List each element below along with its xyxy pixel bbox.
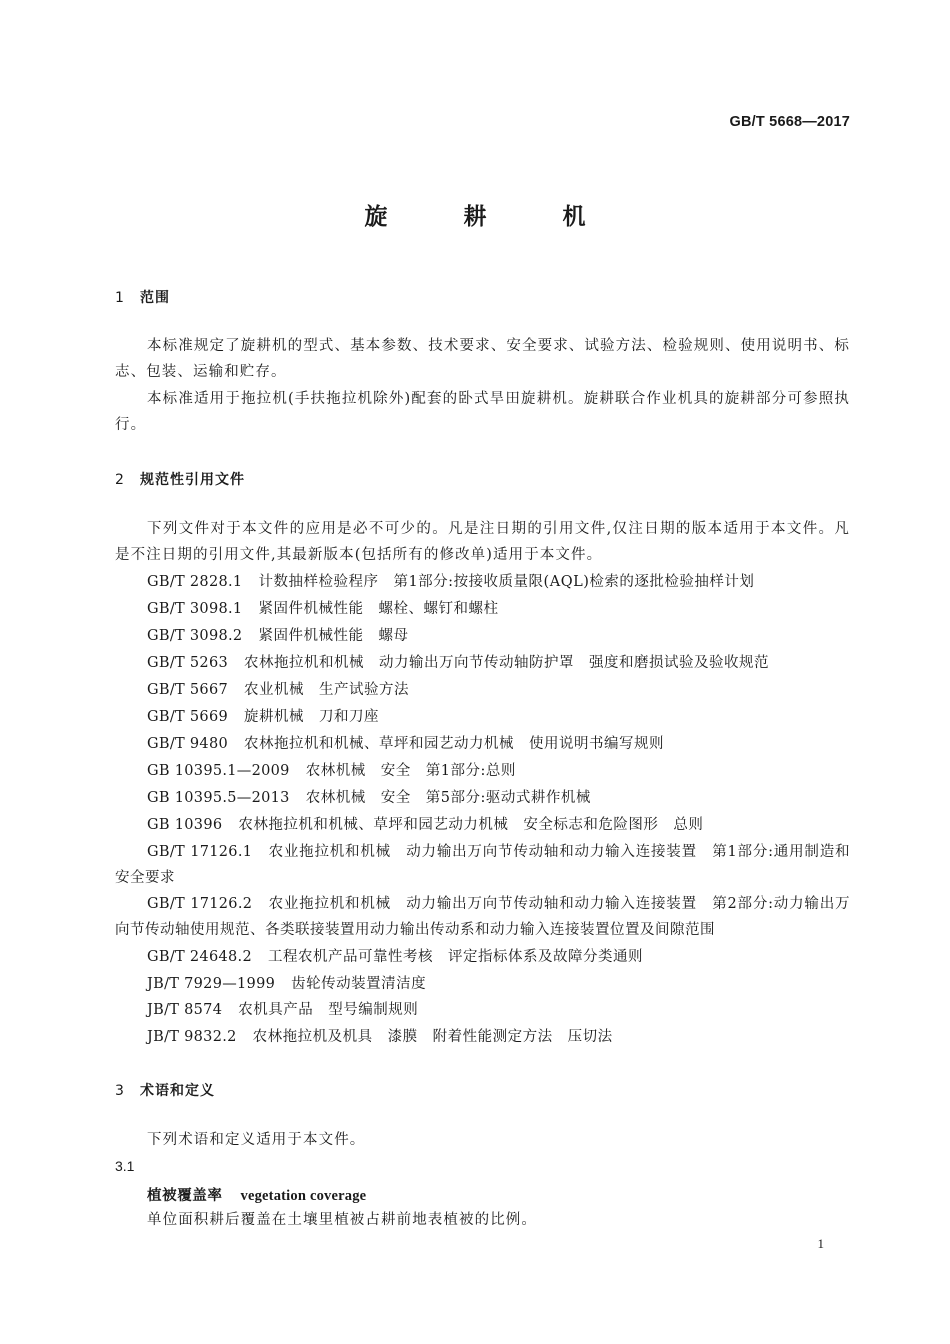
term-chinese: 植被覆盖率 xyxy=(147,1187,223,1204)
page-number: 1 xyxy=(817,1236,824,1251)
reference-code: GB/T 3098.2 xyxy=(147,628,243,644)
term-entry xyxy=(147,1184,366,1205)
reference-code: GB 10395.1—2009 xyxy=(147,763,290,779)
term-definition: 单位面积耕后覆盖在土壤里植被占耕前地表植被的比例。 xyxy=(147,1212,537,1228)
reference-title: 农林机械 安全 第1部分:总则 xyxy=(305,763,516,779)
reference-title: 农业机械 生产试验方法 xyxy=(244,682,410,698)
reference-title: 紧固件机械性能 螺栓、螺钉和螺柱 xyxy=(258,601,499,617)
reference-item xyxy=(115,758,850,784)
reference-title: 农林拖拉机和机械、草坪和园艺动力机械 使用说明书编写规则 xyxy=(244,736,665,752)
reference-item xyxy=(115,704,850,730)
reference-title: 旋耕机械 刀和刀座 xyxy=(244,709,380,725)
reference-item xyxy=(115,971,850,997)
paragraph: 本标准适用于拖拉机(手扶拖拉机除外)配套的卧式旱田旋耕机。旋耕联合作业机具的旋耕部分可参照执行。 xyxy=(115,391,850,433)
section-title: 范围 xyxy=(140,290,170,306)
section-1-heading xyxy=(115,287,170,307)
reference-code: JB/T 8574 xyxy=(147,1002,223,1018)
reference-code: GB 10396 xyxy=(147,817,223,833)
paragraph: 下列术语和定义适用于本文件。 xyxy=(147,1132,366,1148)
reference-title: 农林机械 安全 第5部分:驱动式耕作机械 xyxy=(305,790,591,806)
reference-code: GB 10395.5—2013 xyxy=(147,790,290,806)
reference-item xyxy=(115,596,850,622)
reference-code: GB/T 9480 xyxy=(147,736,229,752)
section-3-heading xyxy=(115,1080,215,1100)
section-2-heading xyxy=(115,469,245,489)
reference-item xyxy=(115,677,850,703)
reference-item xyxy=(115,944,850,970)
reference-title: 农林拖拉机和机械、草坪和园艺动力机械 安全标志和危险图形 总则 xyxy=(238,817,704,833)
document-title: 旋 耕 机 xyxy=(364,204,620,230)
reference-title: 齿轮传动装置清洁度 xyxy=(291,976,427,992)
reference-item xyxy=(115,731,850,757)
section-title: 规范性引用文件 xyxy=(140,472,245,488)
reference-item xyxy=(115,997,850,1023)
reference-title: 农林拖拉机及机具 漆膜 附着性能测定方法 压切法 xyxy=(252,1029,613,1045)
reference-title: 农业拖拉机和机械 动力输出万向节传动轴和动力输入连接装置 第2部分:动力输出万向节传动轴使用规范、各类联接装置用动力输出传动系和动力输入连接装置位置及间隙范围 xyxy=(115,896,850,938)
standard-number: GB/T 5668—2017 xyxy=(729,114,850,130)
term-number: 3.1 xyxy=(115,1158,135,1174)
section-number: 2 xyxy=(115,472,125,488)
reference-code: GB/T 5667 xyxy=(147,682,229,698)
reference-item xyxy=(115,1024,850,1050)
reference-item xyxy=(115,812,850,838)
reference-code: JB/T 9832.2 xyxy=(147,1029,237,1045)
reference-item xyxy=(115,650,850,676)
reference-item xyxy=(115,569,850,595)
reference-title: 工程农机产品可靠性考核 评定指标体系及故障分类通则 xyxy=(267,949,643,965)
reference-item xyxy=(115,623,850,649)
reference-item xyxy=(115,839,850,891)
reference-title: 计数抽样检验程序 第1部分:按接收质量限(AQL)检索的逐批检验抽样计划 xyxy=(258,574,755,590)
reference-title: 农林拖拉机和机械 动力输出万向节传动轴防护罩 强度和磨损试验及验收规范 xyxy=(244,655,770,671)
paragraph: 下列文件对于本文件的应用是必不可少的。凡是注日期的引用文件,仅注日期的版本适用于本文件。凡是不注日期的引用文件,其最新版本(包括所有的修改单)适用于本文件。 xyxy=(115,521,850,563)
reference-title: 紧固件机械性能 螺母 xyxy=(258,628,409,644)
reference-code: GB/T 17126.2 xyxy=(147,896,253,912)
section-number: 1 xyxy=(115,290,125,306)
reference-code: GB/T 2828.1 xyxy=(147,574,243,590)
reference-item xyxy=(115,891,850,943)
reference-code: GB/T 17126.1 xyxy=(147,844,253,860)
reference-code: GB/T 3098.1 xyxy=(147,601,243,617)
section-title: 术语和定义 xyxy=(140,1083,215,1099)
paragraph: 本标准规定了旋耕机的型式、基本参数、技术要求、安全要求、试验方法、检验规则、使用说明书、标志、包装、运输和贮存。 xyxy=(115,338,850,380)
term-english: vegetation coverage xyxy=(240,1188,367,1204)
reference-item xyxy=(115,785,850,811)
reference-code: GB/T 5669 xyxy=(147,709,229,725)
reference-code: GB/T 5263 xyxy=(147,655,229,671)
section-number: 3 xyxy=(115,1083,125,1099)
reference-title: 农机具产品 型号编制规则 xyxy=(238,1002,419,1018)
reference-code: GB/T 24648.2 xyxy=(147,949,252,965)
reference-title: 农业拖拉机和机械 动力输出万向节传动轴和动力输入连接装置 第1部分:通用制造和安全要求 xyxy=(115,844,850,886)
reference-code: JB/T 7929—1999 xyxy=(147,976,276,992)
